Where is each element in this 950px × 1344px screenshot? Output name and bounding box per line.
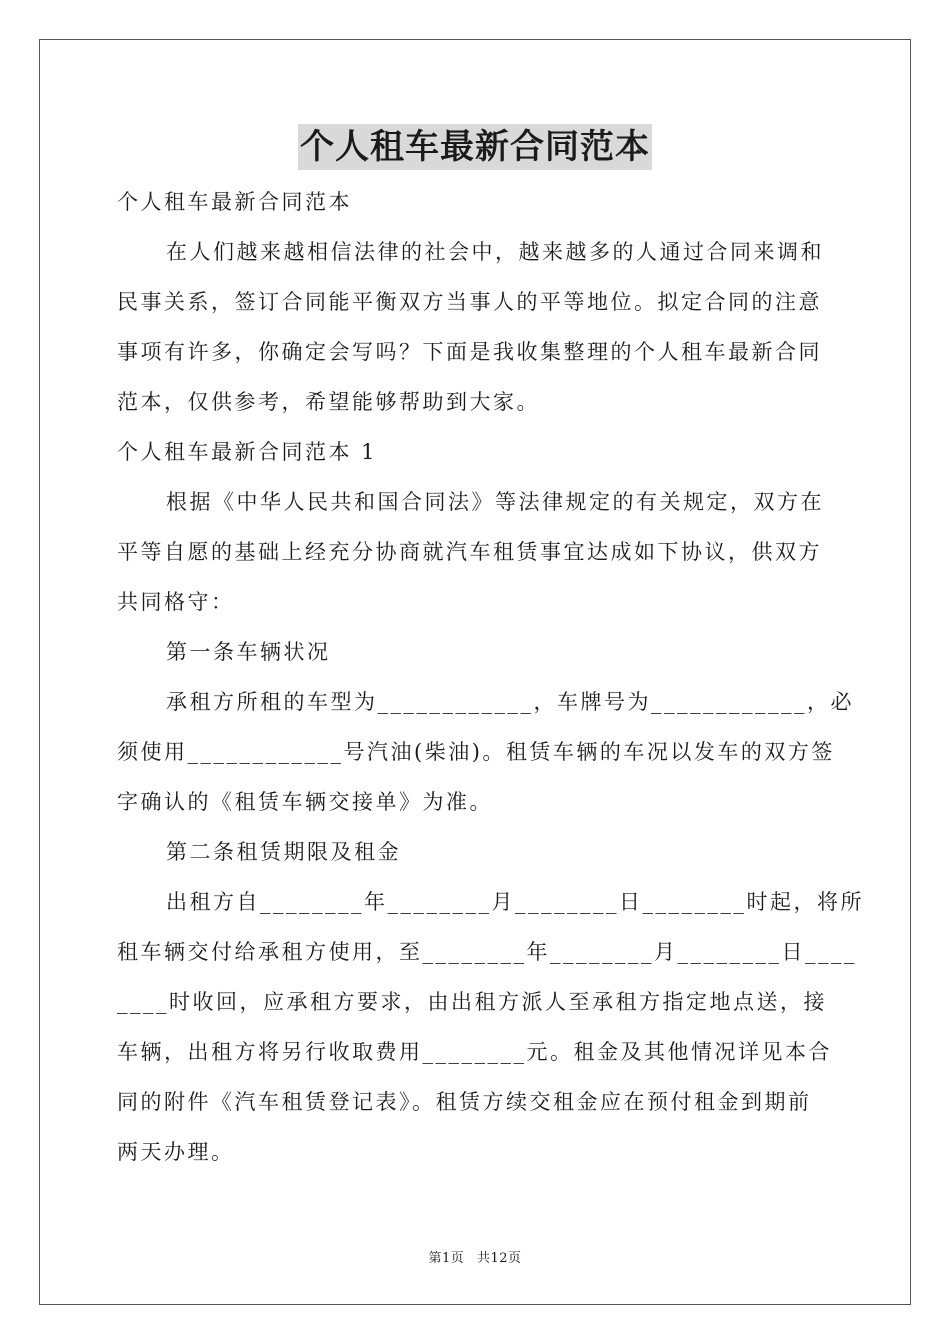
- section-heading: 个人租车最新合同范本 1: [117, 440, 378, 464]
- title-container: [0, 124, 950, 170]
- paragraph-line: 同的附件《汽车租赁登记表》。租赁方续交租金应在预付租金到期前: [117, 1090, 812, 1114]
- document-title: 个人租车最新合同范本: [298, 124, 652, 170]
- paragraph-line: 承租方所租的车型为____________，车牌号为____________，必: [166, 690, 854, 714]
- paragraph-line: 须使用____________号汽油(柴油)。租赁车辆的车况以发车的双方签: [117, 740, 835, 764]
- subtitle-line: 个人租车最新合同范本: [117, 190, 352, 214]
- article-heading: 第二条租赁期限及租金: [166, 840, 401, 864]
- article-heading: 第一条车辆状况: [166, 640, 331, 664]
- paragraph-line: 根据《中华人民共和国合同法》等法律规定的有关规定，双方在: [166, 490, 824, 514]
- page-number: 第1页: [428, 1251, 465, 1266]
- paragraph-line: 车辆，出租方将另行收取费用________元。租金及其他情况详见本合: [117, 1040, 832, 1064]
- paragraph-line: 民事关系，签订合同能平衡双方当事人的平等地位。拟定合同的注意: [117, 290, 822, 314]
- paragraph-line: 租车辆交付给承租方使用，至________年________月________日____: [117, 940, 857, 964]
- paragraph-line: 字确认的《租赁车辆交接单》为准。: [117, 790, 493, 814]
- paragraph-line: ____时收回，应承租方要求，由出租方派人至承租方指定地点送，接: [117, 990, 827, 1014]
- paragraph-line: 范本，仅供参考，希望能够帮助到大家。: [117, 390, 540, 414]
- paragraph-line: 在人们越来越相信法律的社会中，越来越多的人通过合同来调和: [166, 240, 824, 264]
- paragraph-line: 平等自愿的基础上经充分协商就汽车租赁事宜达成如下协议，供双方: [117, 540, 822, 564]
- page-footer: [0, 1247, 950, 1266]
- paragraph-line: 共同格守：: [117, 590, 235, 614]
- paragraph-line: 出租方自________年________月________日________时起，将所: [166, 890, 864, 914]
- paragraph-line: 两天办理。: [117, 1140, 235, 1164]
- paragraph-line: 事项有许多，你确定会写吗？下面是我收集整理的个人租车最新合同: [117, 340, 822, 364]
- page-total: 共12页: [476, 1251, 522, 1266]
